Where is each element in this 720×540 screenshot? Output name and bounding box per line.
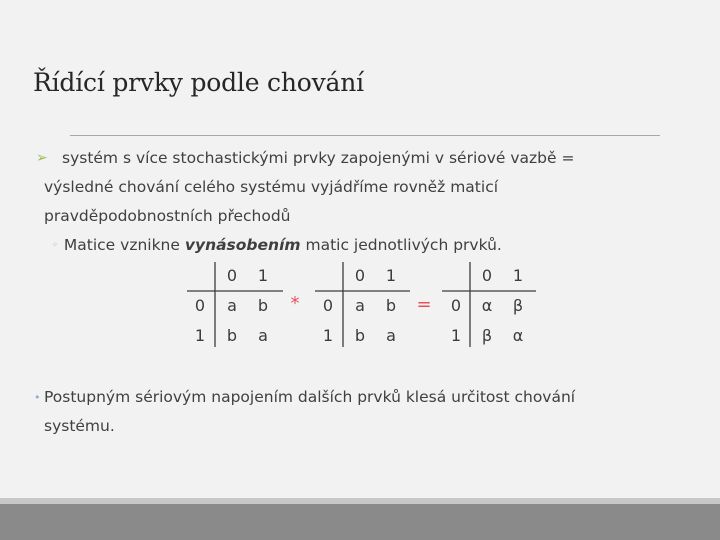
matrix-3-row-0: 0 <box>450 296 462 315</box>
matrix-3 <box>442 262 536 347</box>
matrix-3-cell-01: β <box>512 296 524 315</box>
multiply-operator: * <box>290 293 300 314</box>
matrix-1-row-0: 0 <box>194 296 206 315</box>
matrix-2-col-0: 0 <box>354 266 366 285</box>
matrix-1-col-1: 1 <box>257 266 269 285</box>
slide-title: Řídící prvky podle chování <box>33 68 364 97</box>
matrix-1-col-0: 0 <box>226 266 238 285</box>
matrix-2 <box>315 262 410 347</box>
matrix-2-row-0: 0 <box>322 296 334 315</box>
matrix-3-col-1: 1 <box>512 266 524 285</box>
bullet-decreasing-determinism <box>34 383 664 441</box>
bullet1-line2: výsledné chování celého systému vyjádříme rovněž maticí <box>44 178 499 196</box>
bullet2-line1: Postupným sériovým napojením dalších prvků klesá určitost chování <box>44 388 576 406</box>
matrix-2-col-1: 1 <box>385 266 397 285</box>
matrix-3-cell-00: α <box>481 296 493 315</box>
bullet1-line3: pravděpodobnostních přechodů <box>44 207 291 225</box>
matrix-1-cell-00: a <box>227 296 237 315</box>
dot-bullet-icon: • <box>34 391 41 404</box>
circle-bullet-icon: ◦ <box>52 240 58 251</box>
matrix-1-row-1: 1 <box>194 326 206 345</box>
matrix-3-cell-11: α <box>512 326 524 345</box>
equals-operator: = <box>416 294 432 315</box>
footer-bar <box>0 504 720 540</box>
bullet1-line1: systém s více stochastickými prvky zapojenými v sériové vazbě = <box>62 149 575 167</box>
matrix-2-cell-01: b <box>385 296 397 315</box>
matrix-2-cell-10: b <box>354 326 366 345</box>
matrix-3-cell-10: β <box>481 326 493 345</box>
matrix-3-col-0: 0 <box>481 266 493 285</box>
matrix-3-row-1: 1 <box>450 326 462 345</box>
matrix-2-cell-00: a <box>355 296 365 315</box>
sub-bullet-emphasis: vynásobením <box>184 236 301 254</box>
matrix-2-row-1: 1 <box>322 326 334 345</box>
matrix-1-cell-10: b <box>226 326 238 345</box>
matrix-1-cell-11: a <box>258 326 268 345</box>
sub-bullet-text-post: matic jednotlivých prvků. <box>300 236 502 254</box>
bullet2-line2: systému. <box>44 417 115 435</box>
sub-bullet-text-pre: Matice vznikne <box>63 236 185 254</box>
matrix-2-cell-11: a <box>386 326 396 345</box>
matrix-1-cell-01: b <box>257 296 269 315</box>
matrix-1 <box>187 262 283 347</box>
arrow-bullet-icon: ➢ <box>36 150 48 166</box>
